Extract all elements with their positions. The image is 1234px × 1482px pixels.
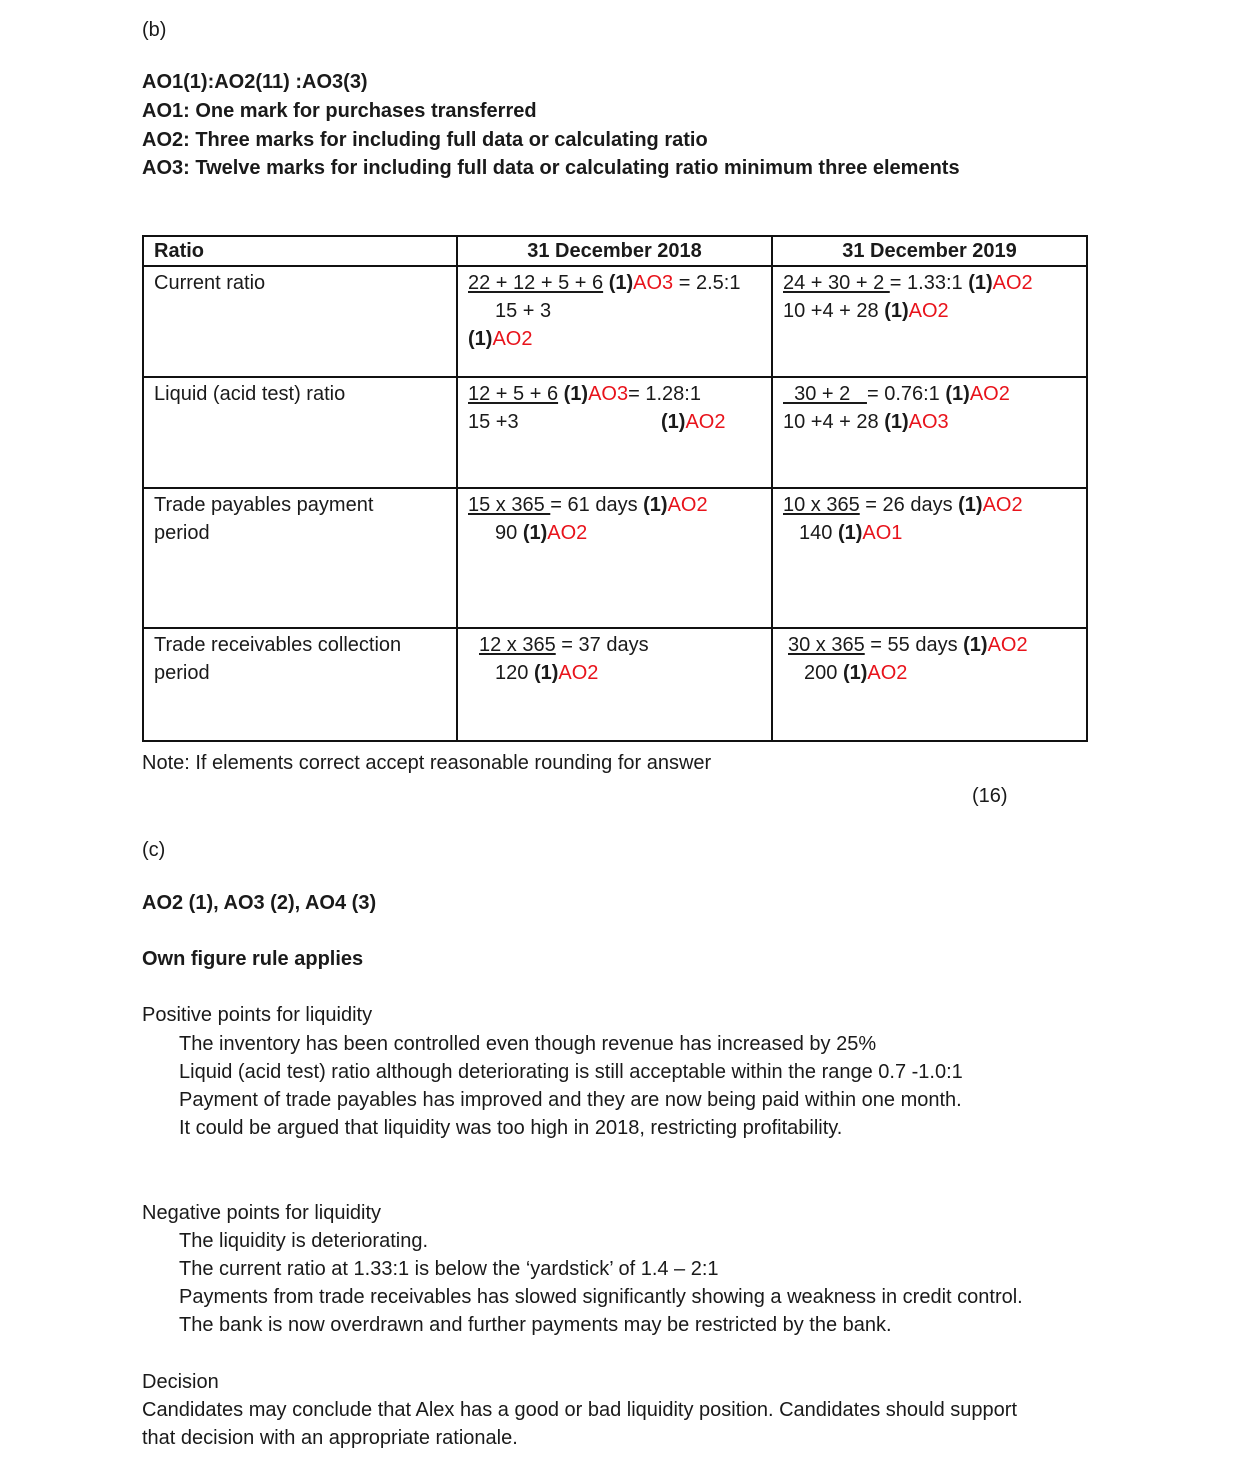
- table-row: [143, 266, 1087, 377]
- numerator: 22 + 12 + 5 + 6: [468, 272, 604, 294]
- result: = 26 days: [859, 494, 959, 516]
- ao-tag: AO2: [492, 328, 533, 350]
- table-header-row: [143, 236, 1087, 266]
- mark: (1): [842, 662, 868, 684]
- denominator: 120: [495, 662, 534, 684]
- row-label-cell: [143, 488, 457, 628]
- ao-tag: AO2: [969, 383, 1010, 405]
- cell-2019: [772, 488, 1087, 628]
- ao-line-2: AO2: Three marks for including full data or calculating ratio: [142, 129, 708, 151]
- cell-2018: [457, 377, 772, 488]
- mark: (1): [661, 411, 686, 433]
- ao-tag: AO2: [685, 411, 726, 433]
- positive-point: The inventory has been controlled even though revenue has increased by 25%: [179, 1033, 877, 1055]
- header-ratio: Ratio: [154, 240, 204, 262]
- ao-tag: AO2: [908, 300, 949, 322]
- ao-tag: AO2: [987, 634, 1028, 656]
- positive-heading: Positive points for liquidity: [142, 1004, 373, 1026]
- formula-denominator: [495, 519, 587, 547]
- table-note: Note: If elements correct accept reasonable rounding for answer: [142, 752, 712, 774]
- numerator: 30 x 365: [788, 634, 865, 656]
- formula-numerator: [783, 269, 1033, 297]
- cell-2018: [457, 488, 772, 628]
- header-2018: 31 December 2018: [527, 240, 702, 262]
- result: 1.33:1: [907, 272, 969, 294]
- denominator: 15 +3: [468, 411, 519, 433]
- formula-mark: [468, 325, 532, 353]
- ao-tag: AO3: [588, 383, 629, 405]
- mark: (1): [884, 411, 909, 433]
- total-marks: (16): [972, 785, 1008, 807]
- mark: (1): [563, 383, 589, 405]
- mark: (1): [643, 494, 668, 516]
- positive-point: It could be argued that liquidity was too high in 2018, restricting profitability.: [179, 1117, 843, 1139]
- formula-numerator: [479, 631, 649, 659]
- denominator: 10 +4 + 28: [783, 411, 885, 433]
- result: = 1.28:1: [628, 383, 701, 405]
- cell-2019: [772, 628, 1087, 741]
- equals: =: [889, 272, 908, 294]
- cell-2018: [457, 628, 772, 741]
- ao-tag: AO2: [558, 662, 599, 684]
- cell-2019: [772, 266, 1087, 377]
- row-label-cell: [143, 266, 457, 377]
- ao-tag: AO2: [667, 494, 708, 516]
- numerator: 24 + 30 + 2: [783, 272, 890, 294]
- result: = 2.5:1: [673, 272, 741, 294]
- negative-point: The current ratio at 1.33:1 is below the ‘yardstick’ of 1.4 – 2:1: [179, 1258, 719, 1280]
- numerator: 12 + 5 + 6: [468, 383, 559, 405]
- mark: (1): [884, 300, 909, 322]
- result: = 55 days: [864, 634, 964, 656]
- numerator: 12 x 365: [479, 634, 556, 656]
- positive-point: Payment of trade payables has improved and they are now being paid within one month.: [179, 1089, 962, 1111]
- table-row: [143, 628, 1087, 741]
- numerator: 30 + 2: [783, 383, 867, 405]
- row-label: Trade payables payment: [154, 494, 374, 516]
- formula-numerator: [783, 380, 1010, 408]
- header-cell: [457, 236, 772, 266]
- result: = 0.76:1: [866, 383, 946, 405]
- ao-line-3: AO3: Twelve marks for including full data or calculating ratio minimum three elements: [142, 157, 960, 179]
- mark: (1): [945, 383, 970, 405]
- own-figure-rule: Own figure rule applies: [142, 948, 364, 970]
- ao-tag: AO3: [908, 411, 949, 433]
- negative-heading: Negative points for liquidity: [142, 1202, 382, 1224]
- mark: (1): [837, 522, 863, 544]
- formula-denominator: [783, 408, 949, 436]
- ao-line-1: AO1: One mark for purchases transferred: [142, 100, 537, 122]
- formula-denominator: [495, 659, 598, 687]
- table-row: [143, 377, 1087, 488]
- ao-tag: AO1: [862, 522, 903, 544]
- negative-point: The bank is now overdrawn and further payments may be restricted by the bank.: [179, 1314, 892, 1336]
- formula-numerator: [783, 491, 1023, 519]
- formula-denominator: [783, 297, 949, 325]
- row-label: Trade receivables collection: [154, 634, 402, 656]
- formula-denominator: [804, 659, 907, 687]
- formula-numerator: [468, 380, 701, 408]
- decision-heading: Decision: [142, 1371, 219, 1393]
- formula-numerator: [788, 631, 1028, 659]
- ao-tag: AO3: [633, 272, 674, 294]
- ratio-table: [142, 235, 1088, 742]
- row-label: Current ratio: [154, 272, 266, 294]
- ao-tag: AO2: [982, 494, 1023, 516]
- header-cell: [772, 236, 1087, 266]
- ao-header-b: AO1(1):AO2(11) :AO3(3): [142, 71, 368, 93]
- row-label: Liquid (acid test) ratio: [154, 383, 346, 405]
- mark: (1): [533, 662, 559, 684]
- header-cell: [143, 236, 457, 266]
- result: = 37 days: [555, 634, 649, 656]
- negative-point: Payments from trade receivables has slowed significantly showing a weakness in credit control.: [179, 1286, 1023, 1308]
- part-c-label: (c): [142, 839, 166, 861]
- denominator: 200: [804, 662, 843, 684]
- formula-denominator: [799, 519, 902, 547]
- decision-text: Candidates may conclude that Alex has a good or bad liquidity position. Candidates should support: [142, 1399, 1018, 1421]
- formula-numerator: [468, 491, 708, 519]
- row-label-cell: [143, 628, 457, 741]
- mark: (1): [958, 494, 983, 516]
- decision-text: that decision with an appropriate rationale.: [142, 1427, 518, 1449]
- numerator: 10 x 365: [783, 494, 860, 516]
- ao-header-c: AO2 (1), AO3 (2), AO4 (3): [142, 892, 377, 914]
- mark: (1): [522, 522, 548, 544]
- formula-mark: [661, 408, 725, 436]
- numerator: 15 x 365: [468, 494, 551, 516]
- row-label-cell: [143, 377, 457, 488]
- ao-tag: AO2: [867, 662, 908, 684]
- cell-2019: [772, 377, 1087, 488]
- formula-numerator: [468, 269, 740, 297]
- part-b-label: (b): [142, 19, 167, 41]
- mark: (1): [468, 328, 493, 350]
- result: = 61 days: [550, 494, 644, 516]
- ao-tag: AO2: [992, 272, 1033, 294]
- denominator: 15 + 3: [495, 300, 552, 322]
- row-label: period: [154, 522, 210, 544]
- denominator: 10 +4 + 28: [783, 300, 885, 322]
- mark: (1): [968, 272, 993, 294]
- positive-point: Liquid (acid test) ratio although deteriorating is still acceptable within the range 0.7 -1.0:1: [179, 1061, 963, 1083]
- negative-point: The liquidity is deteriorating.: [179, 1230, 429, 1252]
- mark: (1): [963, 634, 988, 656]
- table-row: [143, 488, 1087, 628]
- header-2019: 31 December 2019: [842, 240, 1017, 262]
- denominator: 140: [799, 522, 838, 544]
- cell-2018: [457, 266, 772, 377]
- denominator: 90: [495, 522, 523, 544]
- row-label: period: [154, 662, 210, 684]
- ao-tag: AO2: [547, 522, 588, 544]
- mark: (1): [608, 272, 634, 294]
